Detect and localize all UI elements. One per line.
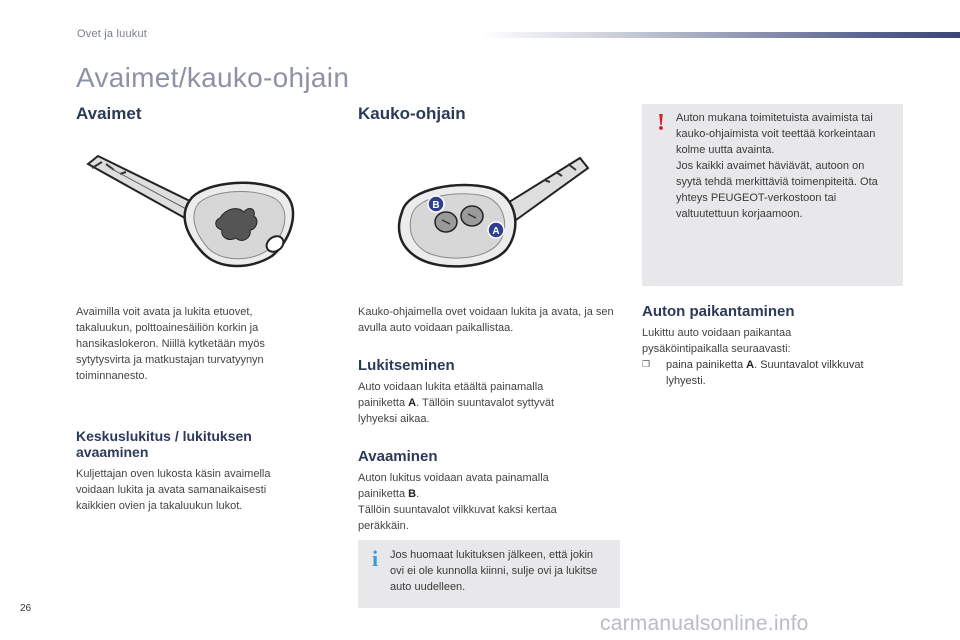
central-locking-heading: Keskuslukitus / lukituksen avaaminen	[76, 428, 252, 460]
keys-body: Avaimilla voit avata ja lukita etuovet, takaluukun, polttoainesäiliön korkin ja hansikaslokeron. Niillä kytketään myös sytytysvirta ja matkustajan turvatyynyn toiminnanesto.	[76, 306, 265, 382]
locate-bullet-text-2: . Suuntavalot vilkkuvat lyhyesti.	[666, 359, 864, 387]
button-b-label: B	[432, 200, 440, 211]
unlocking-heading: Avaaminen	[358, 448, 438, 465]
locate-button-ref: A	[746, 359, 755, 371]
warning-note	[642, 104, 903, 286]
remote-heading: Kauko-ohjain	[358, 104, 466, 123]
locate-bullet-text	[666, 357, 898, 389]
unlocking-body	[358, 470, 598, 534]
central-locking-body: Kuljettajan oven lukosta käsin avaimella voidaan lukita ja avata samanaikaisesti kaikkien ovien ja takaluukun lukot.	[76, 468, 271, 512]
warning-note-text	[676, 110, 891, 222]
locking-heading: Lukitseminen	[358, 357, 455, 374]
unlocking-body-text-3: Tällöin suuntavalot vilkkuvat kaksi kertaa peräkkäin.	[358, 504, 557, 532]
warning-note-text-1: Auton mukana toimitetuista avaimista tai kauko-ohjaimista voit teettää korkeintaan kolme uutta avainta.	[676, 112, 876, 156]
remote-key-icon	[372, 150, 602, 275]
info-note-text: Jos huomaat lukituksen jälkeen, että jokin ovi ei ole kunnolla kiinni, sulje ovi ja lukitse auto uudelleen.	[390, 549, 598, 593]
warning-icon: !	[657, 110, 665, 136]
watermark: carmanualsonline.info	[600, 612, 809, 635]
warning-note-text-2: Jos kaikki avaimet häviävät, autoon on syytä tehdä merkittäviä toimenpiteitä. Ota yhteys PEUGEOT-verkostoon tai valtuutettuun korjaamoon.	[676, 160, 878, 220]
remote-illustration	[372, 150, 602, 275]
locate-bullet-text-1: paina painiketta	[666, 359, 747, 371]
page-number: 26	[20, 603, 32, 614]
unlocking-body-text: Auton lukitus voidaan avata painamalla painiketta	[358, 472, 549, 500]
button-a-label: A	[492, 226, 500, 237]
locate-bullet	[642, 357, 900, 389]
info-icon: i	[372, 546, 379, 571]
locking-body-text-2: . Tällöin suuntavalot syttyvät lyhyeksi aikaa.	[358, 397, 555, 425]
bullet-checkbox-icon: ❒	[642, 360, 651, 370]
locking-body	[358, 379, 593, 427]
unlocking-body-text-2: .	[416, 488, 420, 500]
keys-heading: Avaimet	[76, 104, 142, 123]
page-title: Avaimet/kauko-ohjain	[76, 62, 350, 93]
section-header: Ovet ja luukut	[77, 28, 148, 40]
remote-intro: Kauko-ohjaimella ovet voidaan lukita ja avata, ja sen avulla auto voidaan paikallistaa.	[358, 306, 614, 334]
key-illustration	[80, 150, 310, 275]
header-bar	[480, 32, 960, 38]
locking-body-text: Auto voidaan lukita etäältä painamalla painiketta	[358, 381, 544, 409]
info-note	[358, 540, 620, 608]
unlocking-button-ref: B	[408, 488, 417, 500]
locking-button-ref: A	[408, 397, 417, 409]
locate-body: Lukittu auto voidaan paikantaa pysäköintipaikalla seuraavasti:	[642, 327, 792, 355]
locate-heading: Auton paikantaminen	[642, 303, 795, 320]
key-icon	[80, 150, 310, 275]
